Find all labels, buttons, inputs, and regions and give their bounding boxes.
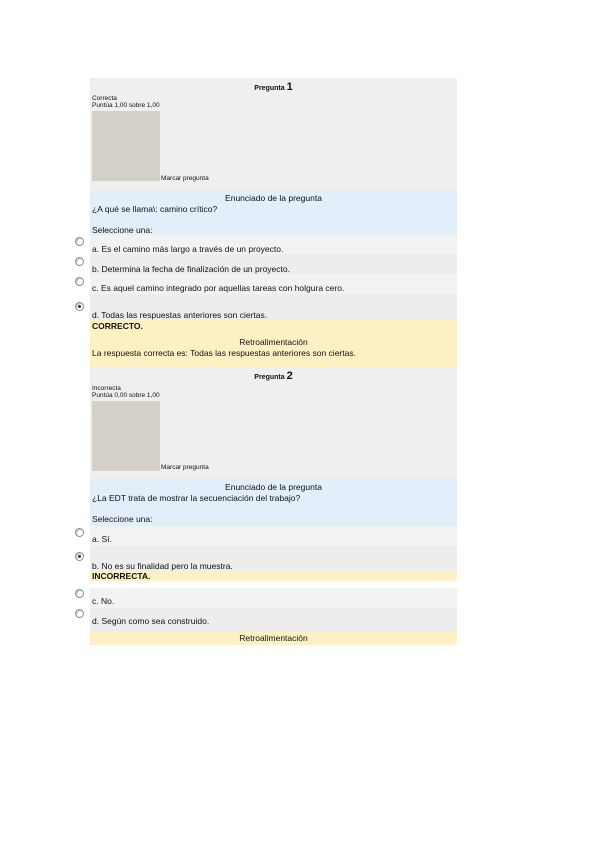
option-label: c. No. xyxy=(92,596,115,606)
option-label: d. Según como sea construido. xyxy=(92,616,210,626)
radio-q2-c[interactable] xyxy=(75,589,84,598)
option-label: a. Sí. xyxy=(92,534,112,544)
question-2-flag-link[interactable]: Marcar pregunta xyxy=(161,464,209,471)
question-label: Pregunta xyxy=(254,85,285,92)
question-2-prompt: Seleccione una: xyxy=(92,514,153,524)
option-label: a. Es el camino más largo a través de un proyecto. xyxy=(92,244,284,254)
question-1-verdict: CORRECTO. xyxy=(92,321,143,331)
question-1-flag-link[interactable]: Marcar pregunta xyxy=(161,175,209,182)
radio-q1-b[interactable] xyxy=(75,257,84,266)
radio-q2-b[interactable] xyxy=(75,552,84,561)
option-label: d. Todas las respuestas anteriores son ciertas. xyxy=(92,310,268,320)
question-1-statement: ¿A qué se llama\: camino crítico? xyxy=(92,204,218,214)
question-number: 1 xyxy=(286,81,293,93)
question-2-option-c[interactable] xyxy=(90,588,457,608)
question-1-grade: Puntúa 1,00 sobre 1,00 xyxy=(92,102,160,109)
question-2-header xyxy=(90,370,457,382)
question-2-statement-header: Enunciado de la pregunta xyxy=(225,482,322,492)
question-1-header xyxy=(90,81,457,93)
question-1-statement-header: Enunciado de la pregunta xyxy=(225,193,322,203)
radio-q2-d[interactable] xyxy=(75,609,84,618)
question-1-feedback: La respuesta correcta es: Todas las respuestas anteriores son ciertas. xyxy=(92,348,356,358)
question-1-flag-image xyxy=(92,111,160,181)
question-1-feedback-header: Retroalimentación xyxy=(239,337,308,347)
question-1-prompt: Seleccione una: xyxy=(92,225,153,235)
radio-q2-a[interactable] xyxy=(75,528,84,537)
question-1-state: Correcta xyxy=(92,95,117,102)
question-2-verdict: INCORRECTA. xyxy=(92,571,151,581)
radio-q1-d[interactable] xyxy=(75,302,84,311)
question-2-feedback-header: Retroalimentación xyxy=(239,633,308,643)
question-number: 2 xyxy=(286,370,293,382)
question-2-grade: Puntúa 0,00 sobre 1,00 xyxy=(92,392,160,399)
question-label: Pregunta xyxy=(254,374,285,381)
radio-q1-a[interactable] xyxy=(75,237,84,246)
question-2-option-a[interactable] xyxy=(90,526,457,546)
option-label: c. Es aquel camino integrado por aquellas tareas con holgura cero. xyxy=(92,283,345,293)
question-2-statement: ¿La EDT trata de mostrar la secuenciación del trabajo? xyxy=(92,493,301,503)
option-label: b. No es su finalidad pero la muestra. xyxy=(92,561,233,571)
option-label: b. Determina la fecha de finalización de un proyecto. xyxy=(92,264,290,274)
radio-q1-c[interactable] xyxy=(75,277,84,286)
question-2-state: Incorrecta xyxy=(92,385,121,392)
question-2-flag-image xyxy=(92,401,160,471)
quiz-review-page xyxy=(90,78,457,645)
